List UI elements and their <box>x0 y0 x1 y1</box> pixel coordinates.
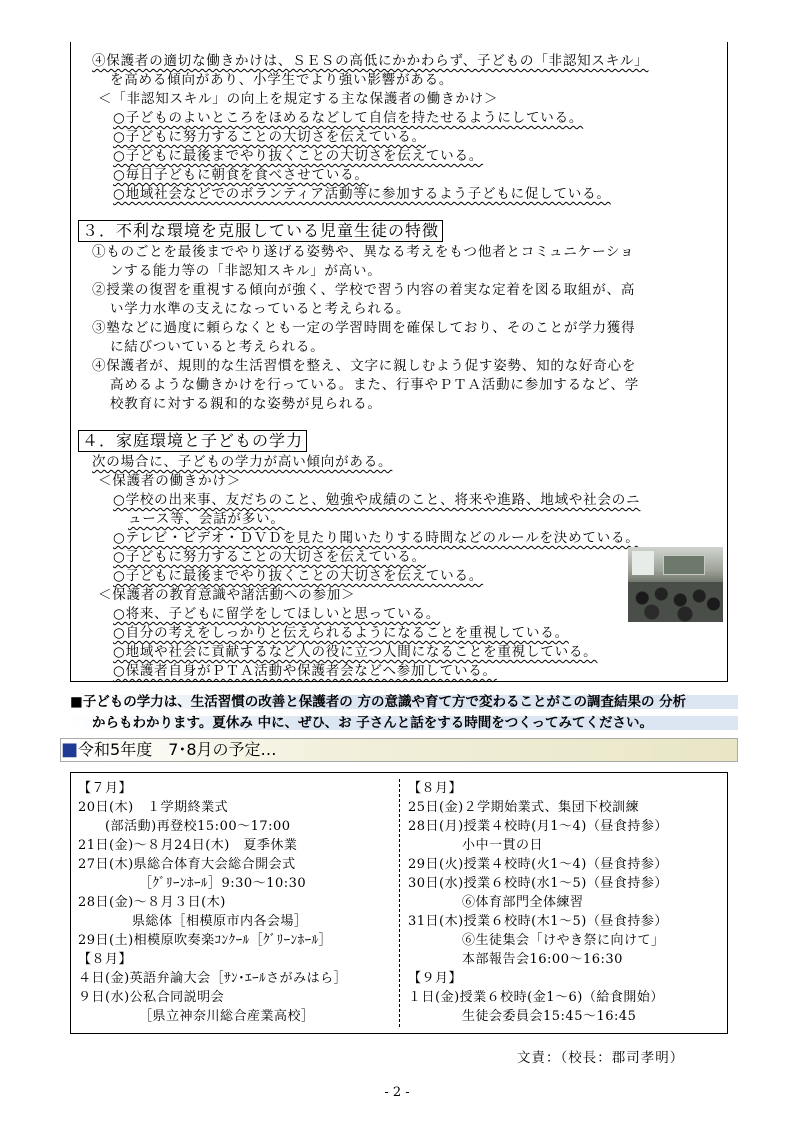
schedule-entry: 県総体［相模原市内各会場］ <box>78 914 308 929</box>
bullet-3: ○子どもに最後までやり抜くことの大切さを伝えている。 <box>113 148 484 164</box>
section3-heading: ３．不利な環境を克服している児童生徒の特徴 <box>78 220 443 242</box>
schedule-entry: 小中一貫の日 <box>408 838 544 853</box>
schedule-entry: ⑥生徒集会「けやき祭に向けて」 <box>408 933 665 948</box>
section3-line: ②授業の復習を重視する傾向が強く、学校で習う内容の着実な定着を図る取組が、高 <box>92 282 636 298</box>
schedule-entry: 29日(火)授業４校時(火1～4)（昼食持参） <box>408 857 668 872</box>
section4-heading: ４．家庭環境と子どもの学力 <box>78 430 307 452</box>
sub-title: ＜「非認知スキル」の向上を規定する主な保護者の働きかけ＞ <box>98 91 499 107</box>
item4-line2: を高める傾向があり、小学生でより強い影響がある。 <box>110 72 454 88</box>
sub2-item: ○自分の考えをしっかりと伝えられるようになることを重視している。 <box>113 625 569 641</box>
schedule-entry: ［ｸﾞﾘｰﾝﾎｰﾙ］9:30～10:30 <box>78 876 307 891</box>
schedule-entry: (部活動)再登校15:00～17:00 <box>78 819 291 834</box>
schedule-entry: 28日(金)～８月３日(木) <box>78 895 226 910</box>
section4-intro: 次の場合に、子どもの学力が高い傾向がある。 <box>92 454 393 470</box>
schedule-entry: ［県立神奈川総合産業高校］ <box>78 1009 315 1024</box>
schedule-entry: １日(金)授業６校時(金1～6)（給食開始） <box>408 990 664 1005</box>
author: 文責：（校長：郡司孝明） <box>517 1050 685 1066</box>
sub1-item: ○テレビ・ビデオ・ＤＶＤを見たり聞いたりする時間などのルールを決めている。 <box>113 530 640 546</box>
item4-line1: ④保護者の適切な働きかけは、ＳＥＳの高低にかかわらず、子どもの「非認知スキル」 <box>92 53 649 69</box>
schedule-entry: ４日(金)英語弁論大会［ｻﾝ･ｴｰﾙさがみはら］ <box>78 971 348 986</box>
section4-sub2: ＜保護者の教育意識や諸活動への参加＞ <box>98 587 356 603</box>
section4-sub1: ＜保護者の働きかけ＞ <box>98 473 241 489</box>
schedule-entry: 本部報告会16:00～16:30 <box>408 952 623 967</box>
bullet-4: ○毎日子どもに朝食を食べさせている。 <box>113 167 369 183</box>
schedule-entry: 27日(木)県総合体育大会総合開会式 <box>78 857 296 872</box>
schedule-entry: 25日(金)２学期始業式、集団下校訓練 <box>408 800 640 815</box>
schedule-title: 令和5年度 7･8月の予定… <box>78 740 277 759</box>
schedule-entry: 20日(木) １学期終業式 <box>78 800 229 815</box>
sub1-item: ○子どもに努力することの大切さを伝えている。 <box>113 549 426 565</box>
schedule-entry: 生徒会委員会15:45～16:45 <box>408 1009 637 1024</box>
schedule-entry: 28日(月)授業４校時(月1～4)（昼食持参） <box>408 819 668 834</box>
sub2-item: ○地域や社会に貢献するなど人の役に立つ人間になることを重視している。 <box>113 644 598 660</box>
sub1-item: ○学校の出来事、友だちのこと、勉強や成績のこと、将来や進路、地域や社会のニ <box>113 492 641 508</box>
schedule-header <box>60 738 738 762</box>
bullet-5: ○地域社会などでのボランティア活動等に参加するよう子どもに促している。 <box>113 186 611 202</box>
section3-line: 校教育に対する親和的な姿勢が見られる。 <box>110 396 382 412</box>
schedule-entry: 30日(水)授業６校時(水1～5)（昼食持参） <box>408 876 668 891</box>
section3-line: ①ものごとを最後までやり遂げる姿勢や、異なる考えをもつ他者とコミュニケーショ <box>92 244 635 260</box>
sub1-item: ○子どもに最後までやり抜くことの大切さを伝えている。 <box>113 568 484 584</box>
schedule-entry: 29日(土)相模原吹奏楽ｺﾝｸｰﾙ［ｸﾞﾘｰﾝﾎｰﾙ］ <box>78 933 333 948</box>
section3-line: ンする能力等の「非認知スキル」が高い。 <box>110 263 382 279</box>
section3-line: に結びついていると考えられる。 <box>110 339 325 355</box>
sub2-item: ○保護者自身がＰＴＡ活動や保護者会などへ参加している。 <box>113 663 497 679</box>
schedule-entry: 【８月】 <box>78 952 133 967</box>
schedule-entry: 【９月】 <box>408 971 463 986</box>
column-divider <box>399 779 400 1027</box>
notice-line2: からもわかります。夏休み 中に、ぜひ、お 子さんと話をする時間をつくってみてください。 <box>92 715 654 731</box>
notice-line1: ■子どもの学力は、生活習慣の改善と保護者の 方の意識や育て方で変わることがこの調査結果の 分析 <box>70 694 687 710</box>
section3-line: ④保護者が、規則的な生活習慣を整え、文字に親しむよう促す姿勢、知的な好奇心を <box>92 358 637 374</box>
sub2-item: ○将来、子どもに留学をしてほしいと思っている。 <box>113 606 441 622</box>
schedule-entry: 31日(木)授業６校時(木1～5)（昼食持参） <box>408 914 668 929</box>
page-number: - 2 - <box>384 1085 410 1100</box>
section3-line: ③塾などに過度に頼らなくとも一定の学習時間を確保しており、そのことが学力獲得 <box>92 320 636 336</box>
notice-box <box>70 692 738 734</box>
section3-line: 高めるような働きかけを行っている。また、行事やＰＴＡ活動に参加するなど、学 <box>110 377 640 393</box>
schedule-entry: ９日(水)公私合同説明会 <box>78 990 225 1005</box>
schedule-entry: 21日(金)～８月24日(木) 夏季休業 <box>78 838 298 853</box>
section3-line: い学力水準の支えになっていると考えられる。 <box>110 301 411 317</box>
schedule-entry: 【８月】 <box>408 781 463 796</box>
classroom-photo <box>628 547 723 622</box>
bullet-1: ○子どものよいところをほめるなどして自信を持たせるようにしている。 <box>113 110 584 126</box>
square-icon: ■ <box>61 739 79 760</box>
schedule-entry: ⑥体育部門全体練習 <box>408 895 584 910</box>
schedule-entry: 【７月】 <box>78 781 133 796</box>
sub1-item: ュース等、会話が多い。 <box>128 511 285 527</box>
bullet-2: ○子どもに努力することの大切さを伝えている。 <box>113 129 426 145</box>
